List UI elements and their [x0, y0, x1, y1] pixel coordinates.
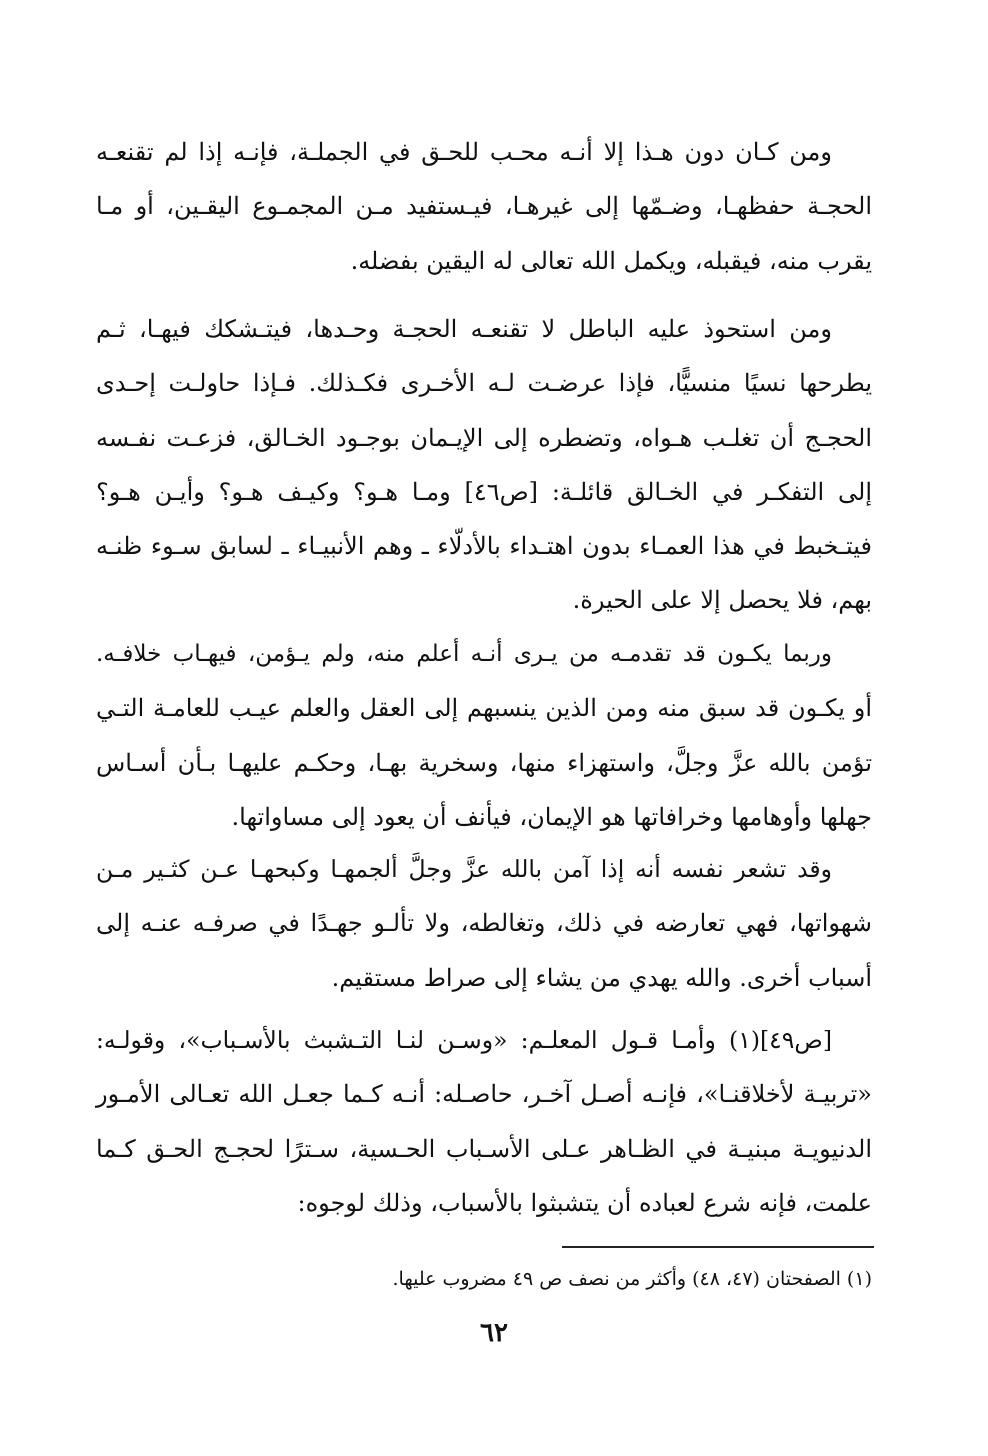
text-line: أسباب أخرى. والله يهدي من يشاء إلى صراط مستقيم.	[331, 963, 872, 992]
page-number: ٦٢	[480, 1318, 508, 1348]
text-line: جهلها وأوهامها وخرافاتها هو الإيمان، فيأنف أن يعود إلى مساواتها.	[231, 802, 872, 831]
paragraph-3	[96, 627, 872, 844]
paragraph-2	[96, 302, 872, 628]
text-line: «تربيـة لأخلاقنـا»، فإنـه أصـل آخـر، حاصـله: أنـه كـما جعـل الله تعـالى الأمـور	[96, 1080, 872, 1109]
text-line: تؤمن بالله عزَّ وجلَّ، واستهزاء منها، وسخرية بهـا، وحكـم عليهـا بـأن أسـاس	[96, 748, 872, 777]
text-line: بهم، فلا يحصل إلا على الحيرة.	[572, 586, 872, 615]
text-line: وربما يكـون قد تقدمـه من يـرى أنـه أعلم منه، ولم يـؤمن، فيهـاب خلافـه.	[96, 641, 832, 667]
text-line: إلى التفكـر في الخـالق قائلـة: [ص٤٦] ومـا هـو؟ وكيـف هـو؟ وأيـن هـو؟	[96, 477, 872, 506]
footnote: (١) الصفحتان (٤٧، ٤٨) وأكثر من نصف ص ٤٩ مضروب عليها.	[392, 1268, 872, 1290]
text-line: وقد تشعر نفسه أنه إذا آمن بالله عزَّ وجلَّ ألجمهـا وكبحهـا عـن كثـير مـن	[96, 855, 832, 883]
text-line: أو يكـون قد سبق منه ومن الذين ينسبهم إلى العقل والعلم عيـب للعامـة التـي	[96, 694, 872, 723]
paragraph-5	[96, 1013, 872, 1230]
text-line: فيتـخبط في هذا العمـاء بدون اهتـداء بالأدلّاء ـ وهم الأنبيـاء ـ لسابق سـوء ظنـه	[96, 532, 872, 561]
text-line: علمت، فإنه شرع لعباده أن يتشبثوا بالأسباب، وذلك لوجوه:	[297, 1188, 872, 1217]
text-line: يقرب منه، فيقبله، ويكمل الله تعالى له اليقين بفضله.	[350, 246, 872, 275]
text-line: [ص٤٩](١) وأمـا قـول المعلـم: «وسـن لنـا التـشبث بالأسـباب»، وقولـه:	[96, 1026, 832, 1054]
text-line: الدنيويـة مبنيـة في الظـاهر عـلى الأسـباب الحـسية، سـترًا لحجـج الحـق كـما	[96, 1134, 872, 1163]
paragraph-1	[96, 125, 872, 288]
text-line: ومن كـان دون هـذا إلا أنـه محـب للحـق في الجملـة، فإنـه إذا لم تقنعـه	[96, 138, 833, 166]
text-line: الحجـة حفظهـا، وضـمّها إلى غيرهـا، فيـستفيد مـن المجمـوع اليقـين، أو مـا	[96, 192, 872, 221]
text-line: يطرحها نسيًا منسيًّا، فإذا عرضـت لـه الأخـرى فكـذلك. فـإذا حاولـت إحـدى	[96, 369, 872, 398]
text-line: ومن استحوذ عليه الباطل لا تقنعـه الحجـة وحـدها، فيتـشكك فيهـا، ثـم	[96, 315, 833, 343]
text-line: الحجـج أن تغلـب هـواه، وتضطره إلى الإيـمان بوجـود الخـالق، فزعـت نفـسه	[96, 423, 872, 452]
footnote-divider	[562, 1246, 874, 1248]
paragraph-4	[96, 842, 872, 1005]
text-line: شهواتها، فهي تعارضه في ذلك، وتغالطه، ولا تألـو جهـدًا في صرفـه عنـه إلى	[96, 909, 872, 938]
